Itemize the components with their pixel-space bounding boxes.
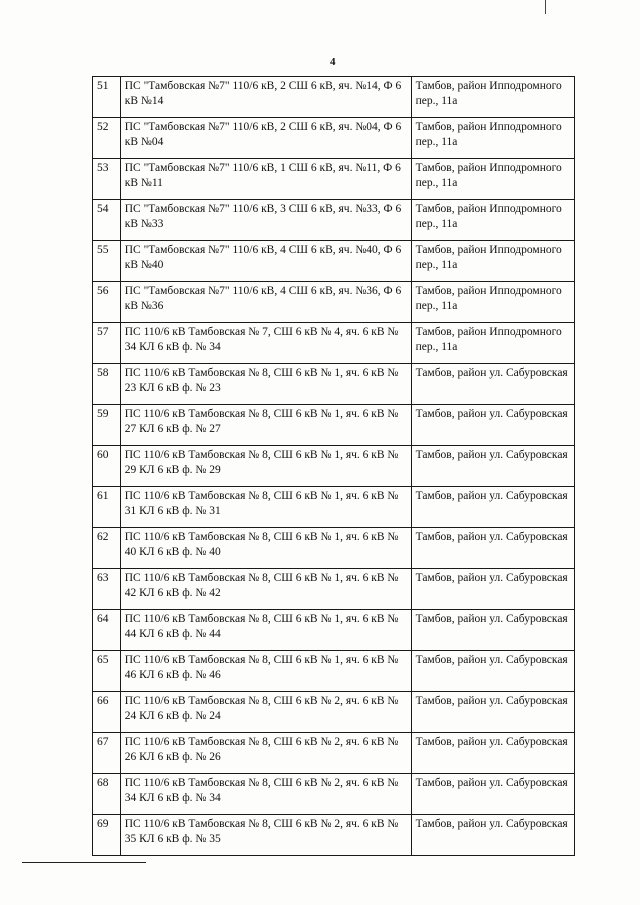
feeder-description: ПС 110/6 кВ Тамбовская № 8, СШ 6 кВ № 1, яч. 6 кВ № 29 КЛ 6 кВ ф. № 29: [120, 446, 411, 487]
location-address: Тамбов, район ул. Сабуровская: [411, 487, 574, 528]
feeder-description: ПС 110/6 кВ Тамбовская № 8, СШ 6 кВ № 1, яч. 6 кВ № 44 КЛ 6 кВ ф. № 44: [120, 610, 411, 651]
feeder-description: ПС 110/6 кВ Тамбовская № 8, СШ 6 кВ № 1, яч. 6 кВ № 27 КЛ 6 кВ ф. № 27: [120, 405, 411, 446]
table-row: [93, 446, 575, 487]
row-number: 60: [93, 446, 121, 487]
location-address: Тамбов, район ул. Сабуровская: [411, 446, 574, 487]
page-number: 4: [330, 56, 336, 68]
feeder-description: ПС 110/6 кВ Тамбовская № 8, СШ 6 кВ № 2, яч. 6 кВ № 35 КЛ 6 кВ ф. № 35: [120, 815, 411, 856]
table-row: [93, 405, 575, 446]
table-row: [93, 323, 575, 364]
table-row: [93, 610, 575, 651]
row-number: 56: [93, 282, 121, 323]
row-number: 57: [93, 323, 121, 364]
location-address: Тамбов, район Ипподромного пер., 11а: [411, 77, 574, 118]
row-number: 64: [93, 610, 121, 651]
feeder-description: ПС "Тамбовская №7" 110/6 кВ, 4 СШ 6 кВ, яч. №40, Ф 6 кВ №40: [120, 241, 411, 282]
table-row: [93, 77, 575, 118]
substation-table: [92, 76, 575, 856]
row-number: 51: [93, 77, 121, 118]
location-address: Тамбов, район ул. Сабуровская: [411, 815, 574, 856]
table-row: [93, 487, 575, 528]
row-number: 61: [93, 487, 121, 528]
feeder-description: ПС 110/6 кВ Тамбовская № 8, СШ 6 кВ № 1, яч. 6 кВ № 31 КЛ 6 кВ ф. № 31: [120, 487, 411, 528]
row-number: 54: [93, 200, 121, 241]
location-address: Тамбов, район ул. Сабуровская: [411, 364, 574, 405]
feeder-description: ПС 110/6 кВ Тамбовская № 8, СШ 6 кВ № 2, яч. 6 кВ № 26 КЛ 6 кВ ф. № 26: [120, 733, 411, 774]
location-address: Тамбов, район Ипподромного пер., 11а: [411, 200, 574, 241]
table-row: [93, 733, 575, 774]
table-row: [93, 815, 575, 856]
location-address: Тамбов, район ул. Сабуровская: [411, 610, 574, 651]
table-row: [93, 282, 575, 323]
row-number: 53: [93, 159, 121, 200]
row-number: 66: [93, 692, 121, 733]
row-number: 67: [93, 733, 121, 774]
location-address: Тамбов, район Ипподромного пер., 11а: [411, 241, 574, 282]
row-number: 65: [93, 651, 121, 692]
row-number: 55: [93, 241, 121, 282]
feeder-description: ПС "Тамбовская №7" 110/6 кВ, 3 СШ 6 кВ, яч. №33, Ф 6 кВ №33: [120, 200, 411, 241]
feeder-description: ПС "Тамбовская №7" 110/6 кВ, 4 СШ 6 кВ, яч. №36, Ф 6 кВ №36: [120, 282, 411, 323]
feeder-description: ПС "Тамбовская №7" 110/6 кВ, 1 СШ 6 кВ, яч. №11, Ф 6 кВ №11: [120, 159, 411, 200]
feeder-description: ПС 110/6 кВ Тамбовская № 8, СШ 6 кВ № 2, яч. 6 кВ № 34 КЛ 6 кВ ф. № 34: [120, 774, 411, 815]
feeder-description: ПС 110/6 кВ Тамбовская № 8, СШ 6 кВ № 1, яч. 6 кВ № 42 КЛ 6 кВ ф. № 42: [120, 569, 411, 610]
table-body: [93, 77, 575, 856]
location-address: Тамбов, район Ипподромного пер., 11а: [411, 323, 574, 364]
footnote-divider: [22, 862, 146, 863]
feeder-description: ПС 110/6 кВ Тамбовская № 8, СШ 6 кВ № 1, яч. 6 кВ № 23 КЛ 6 кВ ф. № 23: [120, 364, 411, 405]
feeder-description: ПС 110/6 кВ Тамбовская № 8, СШ 6 кВ № 1, яч. 6 кВ № 46 КЛ 6 кВ ф. № 46: [120, 651, 411, 692]
location-address: Тамбов, район ул. Сабуровская: [411, 528, 574, 569]
table-row: [93, 692, 575, 733]
table-row: [93, 364, 575, 405]
table-row: [93, 200, 575, 241]
feeder-description: ПС "Тамбовская №7" 110/6 кВ, 2 СШ 6 кВ, яч. №04, Ф 6 кВ №04: [120, 118, 411, 159]
feeder-description: ПС "Тамбовская №7" 110/6 кВ, 2 СШ 6 кВ, яч. №14, Ф 6 кВ №14: [120, 77, 411, 118]
row-number: 63: [93, 569, 121, 610]
location-address: Тамбов, район ул. Сабуровская: [411, 651, 574, 692]
location-address: Тамбов, район Ипподромного пер., 11а: [411, 118, 574, 159]
table-row: [93, 774, 575, 815]
feeder-description: ПС 110/6 кВ Тамбовская № 8, СШ 6 кВ № 2, яч. 6 кВ № 24 КЛ 6 кВ ф. № 24: [120, 692, 411, 733]
table-row: [93, 241, 575, 282]
location-address: Тамбов, район Ипподромного пер., 11а: [411, 282, 574, 323]
feeder-description: ПС 110/6 кВ Тамбовская № 7, СШ 6 кВ № 4, яч. 6 кВ № 34 КЛ 6 кВ ф. № 34: [120, 323, 411, 364]
row-number: 52: [93, 118, 121, 159]
table-row: [93, 569, 575, 610]
row-number: 62: [93, 528, 121, 569]
table-row: [93, 528, 575, 569]
row-number: 69: [93, 815, 121, 856]
row-number: 59: [93, 405, 121, 446]
location-address: Тамбов, район ул. Сабуровская: [411, 692, 574, 733]
location-address: Тамбов, район ул. Сабуровская: [411, 774, 574, 815]
location-address: Тамбов, район ул. Сабуровская: [411, 733, 574, 774]
row-number: 68: [93, 774, 121, 815]
table-row: [93, 159, 575, 200]
margin-mark: [545, 0, 546, 14]
table-row: [93, 118, 575, 159]
feeder-description: ПС 110/6 кВ Тамбовская № 8, СШ 6 кВ № 1, яч. 6 кВ № 40 КЛ 6 кВ ф. № 40: [120, 528, 411, 569]
table-row: [93, 651, 575, 692]
row-number: 58: [93, 364, 121, 405]
location-address: Тамбов, район Ипподромного пер., 11а: [411, 159, 574, 200]
location-address: Тамбов, район ул. Сабуровская: [411, 569, 574, 610]
location-address: Тамбов, район ул. Сабуровская: [411, 405, 574, 446]
